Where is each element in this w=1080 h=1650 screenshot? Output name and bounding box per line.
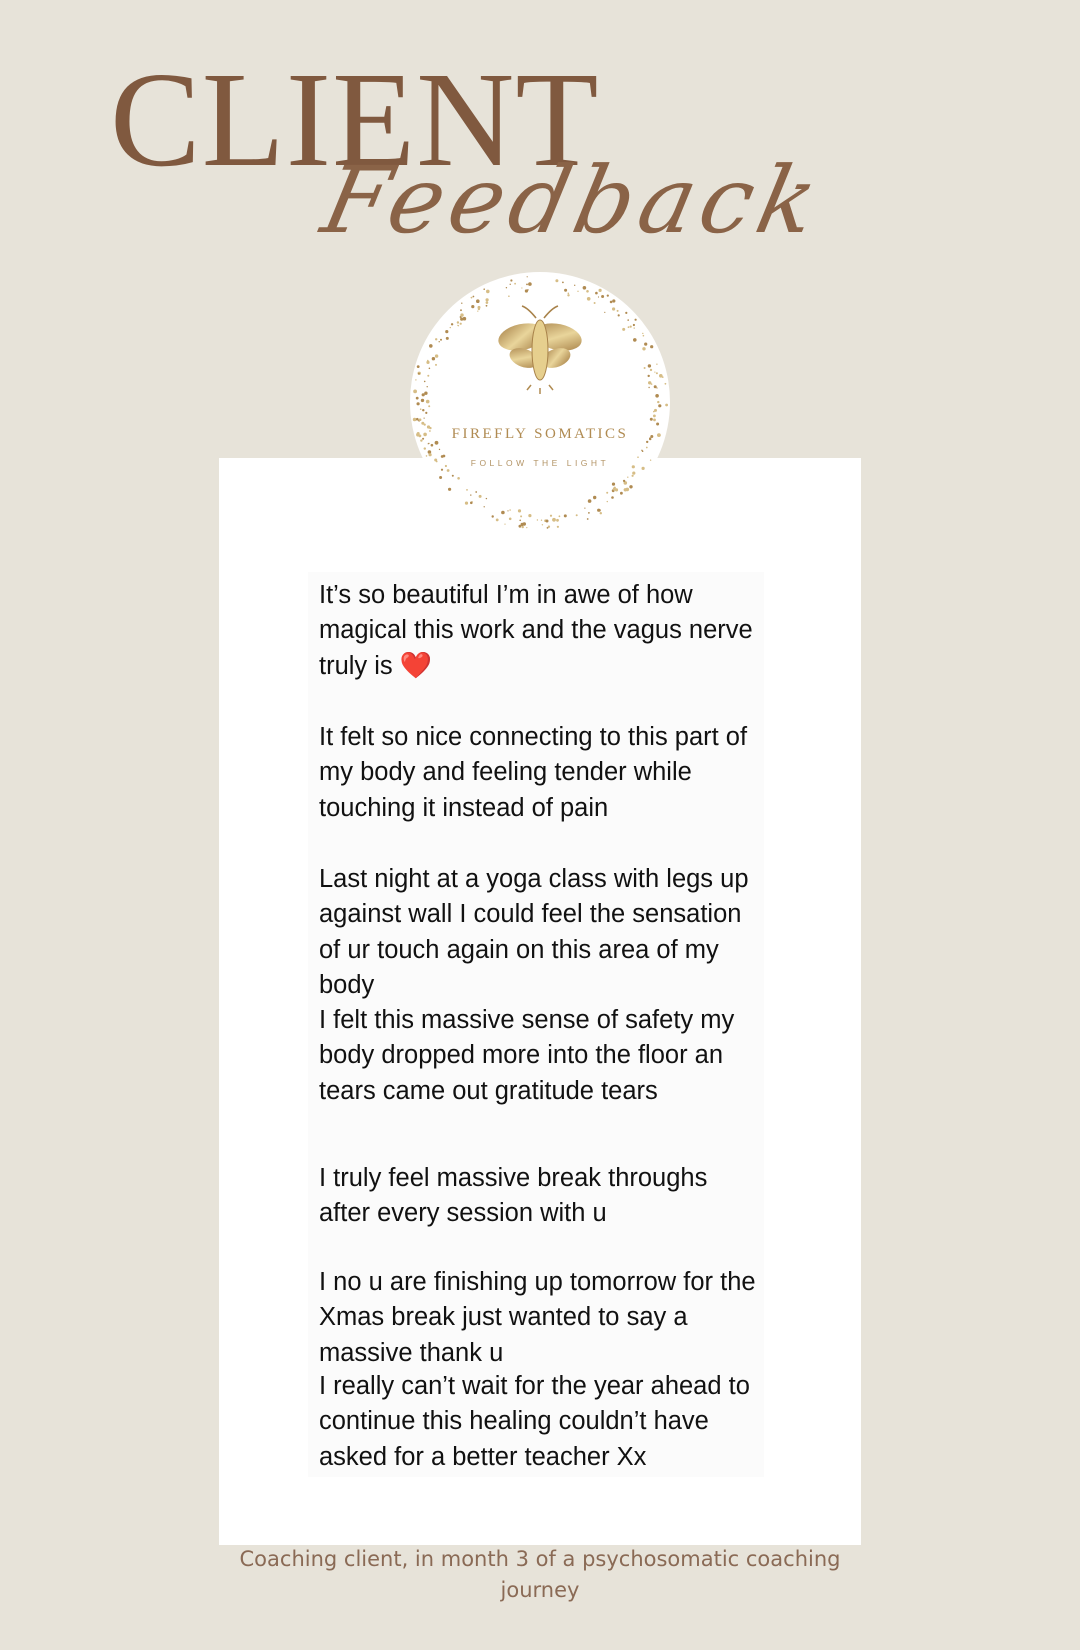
- message-paragraph-5: I truly feel massive break throughs after every session with u: [319, 1164, 708, 1228]
- title-feedback: Feedback: [313, 147, 833, 254]
- message-paragraph-1: It’s so beautiful I’m in awe of how magical this work and the vagus nerve truly is ❤️: [319, 581, 753, 681]
- message-paragraph-7: I really can’t wait for the year ahead to continue this healing couldn’t have asked for a better teacher Xx: [319, 1372, 750, 1471]
- message-paragraph-2: It felt so nice connecting to this part of my body and feeling tender while touching it instead of pain: [319, 723, 748, 822]
- message-paragraph-3: Last night at a yoga class with legs up against wall I could feel the sensation of ur touch again on this area of my body: [319, 865, 749, 999]
- testimonial-caption: Coaching client, in month 3 of a psychosomatic coaching journey: [239, 1547, 841, 1602]
- title-client: CLIENT: [110, 45, 600, 195]
- message-paragraph-6: I no u are finishing up tomorrow for the Xmas break just wanted to say a massive thank u: [319, 1268, 756, 1367]
- logo-graphic: [410, 272, 670, 532]
- firefly-icon: [496, 306, 584, 394]
- message-paragraph-4: I felt this massive sense of safety my body dropped more into the floor an tears came out gratitude tears: [319, 1006, 735, 1105]
- logo-tagline: FOLLOW THE LIGHT: [470, 458, 610, 468]
- firefly-somatics-logo: [410, 272, 670, 532]
- logo-brand-name: FIREFLY SOMATICS: [451, 426, 629, 442]
- heart-emoji: ❤️: [399, 650, 433, 681]
- speckle-ring: [413, 276, 668, 529]
